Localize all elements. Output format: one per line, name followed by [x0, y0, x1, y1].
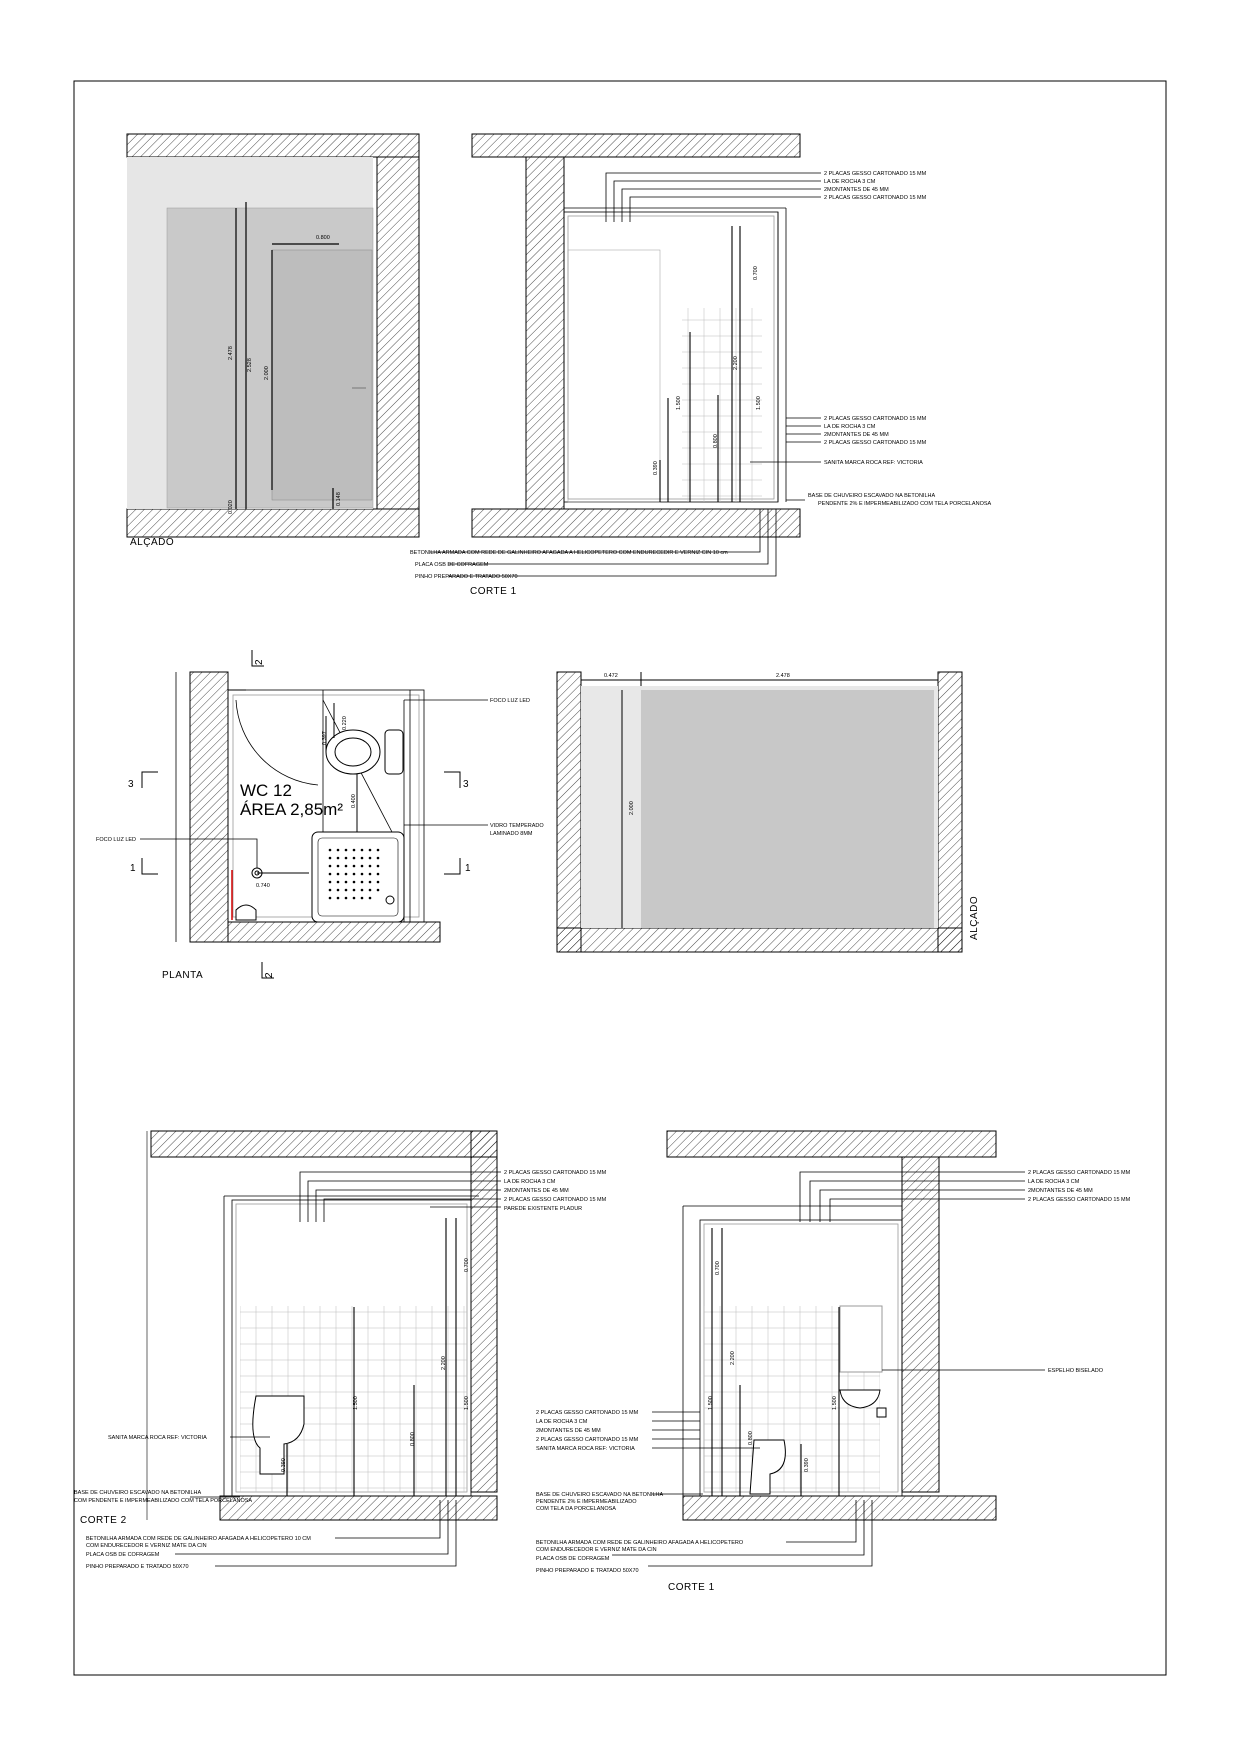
note-led-top: FOCO LUZ LED: [490, 698, 531, 704]
toilet-seat: [335, 738, 371, 766]
note-gesso-2: 2 PLACAS GESSO CARTONADO 15 MM: [504, 1197, 607, 1203]
ceiling-slab: [667, 1131, 996, 1157]
note-left-gesso-2: 2 PLACAS GESSO CARTONADO 15 MM: [536, 1437, 639, 1443]
section-mark-1-right: 1: [465, 863, 472, 874]
dim-2200: 2.200: [730, 1351, 736, 1365]
ceiling-slab: [472, 134, 800, 157]
alcado-mid-view: [557, 672, 980, 952]
dim-2200: 2.200: [441, 1356, 447, 1370]
note-floor-1: BETONILHA ARMADA COM REDE DE GALINHEIRO AFAGADA A HELICOPETERO: [536, 1540, 744, 1546]
dim-1500-b: 1.500: [464, 1396, 470, 1410]
corte2-title: CORTE 2: [80, 1515, 127, 1526]
note-shower-1: BASE DE CHUVEIRO ESCAVADO NA BETONILHA: [74, 1490, 202, 1496]
note-montantes: 2MONTANTES DE 45 MM: [504, 1188, 569, 1194]
dim-1500-b: 1.500: [832, 1396, 838, 1410]
dim-0700: 0.700: [464, 1258, 470, 1272]
note-gesso-2: 2 PLACAS GESSO CARTONADO 15 MM: [824, 195, 927, 201]
room-area: ÁREA 2,85m²: [240, 800, 343, 819]
note-floor-1b: COM ENDURECEDOR E VERNIZ MATE DA CIN: [536, 1547, 657, 1553]
room-name: WC 12: [240, 781, 292, 800]
door-outline: [568, 250, 660, 502]
note-la-rocha: LA DE ROCHA 3 CM: [824, 179, 876, 185]
dim-0800: 0.800: [713, 434, 719, 448]
mirror-icon: [840, 1306, 882, 1372]
dim-0400: 0.400: [351, 794, 357, 808]
section-mark-3-left: 3: [128, 779, 135, 790]
floor-slab: [557, 928, 962, 952]
note-left-gesso-1: 2 PLACAS GESSO CARTONADO 15 MM: [536, 1410, 639, 1416]
note-floor-2: PLACA OSB DE COFRAGEM: [86, 1552, 160, 1558]
dim-1500-a: 1.500: [708, 1396, 714, 1410]
note-led-left: FOCO LUZ LED: [96, 837, 137, 843]
dim-0020: 0.020: [228, 500, 234, 514]
dim-0220: 0.220: [342, 716, 348, 730]
alcado-top-view: [127, 134, 419, 548]
floor-slab: [472, 509, 800, 537]
note-gesso-3: 2 PLACAS GESSO CARTONADO 15 MM: [824, 416, 927, 422]
right-wall: [377, 157, 419, 509]
note-floor-2: PLACA OSB DE COFRAGEM: [536, 1556, 610, 1562]
dim-0390: 0.390: [281, 1458, 287, 1472]
dim-0700: 0.700: [715, 1261, 721, 1275]
ceiling-slab: [151, 1131, 497, 1157]
note-floor-3: PINHO PREPARADO E TRATADO 50X70: [415, 574, 518, 580]
dim-2000: 2.000: [629, 801, 635, 815]
note-sanita: SANITA MARCA ROCA REF: VICTORIA: [108, 1435, 207, 1441]
outlet-icon: [877, 1408, 886, 1417]
note-left-montantes: 2MONTANTES DE 45 MM: [536, 1428, 601, 1434]
section-mark-2-bottom: 2: [264, 971, 275, 978]
note-shower-2: PENDENTE 2% E IMPERMEABILIZADO: [536, 1499, 637, 1505]
note-la-rocha: LA DE ROCHA 3 CM: [504, 1179, 556, 1185]
note-gesso-1: 2 PLACAS GESSO CARTONADO 15 MM: [504, 1170, 607, 1176]
dim-2528: 2.528: [247, 358, 253, 372]
dim-0397: 0.397: [322, 731, 328, 745]
section-mark-3-right: 3: [463, 779, 470, 790]
note-shower-1: BASE DE CHUVEIRO ESCAVADO NA BETONILHA: [536, 1492, 664, 1498]
dim-2200: 2.200: [733, 356, 739, 370]
bottom-wall: [228, 922, 440, 942]
corte1-top-title: CORTE 1: [470, 586, 517, 597]
corte2-view: [74, 1131, 607, 1570]
planta-view: [96, 650, 544, 981]
note-shower-2: PENDENTE 2% E IMPERMEABILIZADO COM TELA PORCELANOSA: [818, 501, 992, 507]
toilet-tank: [385, 730, 403, 774]
note-sanita: SANITA MARCA ROCA REF: VICTORIA: [824, 460, 923, 466]
note-shower-3: COM TELA DA PORCELANOSA: [536, 1506, 616, 1512]
dim-2478: 2.478: [776, 673, 790, 679]
corte1-top-view: [410, 134, 992, 597]
note-left-sanita: SANITA MARCA ROCA REF: VICTORIA: [536, 1446, 635, 1452]
note-montantes: 2MONTANTES DE 45 MM: [824, 187, 889, 193]
note-glass-1: VIDRO TEMPERADO: [490, 823, 544, 829]
note-floor-2: PLACA OSB DE COFRAGEM: [415, 562, 489, 568]
tile-area: [682, 308, 762, 502]
dim-2000: 2.000: [264, 366, 270, 380]
note-gesso-1: 2 PLACAS GESSO CARTONADO 15 MM: [824, 171, 927, 177]
right-wall: [902, 1157, 939, 1492]
dim-2478: 2.478: [228, 346, 234, 360]
dim-0472: 0.472: [604, 673, 618, 679]
shower-glass-panel: [641, 690, 934, 928]
dim-1500-a: 1.500: [676, 396, 682, 410]
note-parede: PAREDE EXISTENTE PLADUR: [504, 1206, 583, 1212]
note-floor-1: BETONILHA ARMADA COM REDE DE GALINHEIRO AFAGADA A HELICOPETERO COM ENDURECEDIR E VERNIZ CIN 10 cm: [410, 550, 728, 556]
section-mark-1-left: 1: [130, 863, 137, 874]
planta-title: PLANTA: [162, 970, 204, 981]
right-wall: [938, 672, 962, 952]
note-left-la-rocha: LA DE ROCHA 3 CM: [536, 1419, 588, 1425]
floor-slab: [220, 1496, 497, 1520]
note-floor-3: PINHO PREPARADO E TRATADO 50X70: [86, 1564, 189, 1570]
left-wall: [557, 672, 581, 952]
section-mark-2-top: 2: [254, 658, 265, 665]
alcado-mid-title: ALÇADO: [969, 895, 980, 940]
dim-0800: 0.800: [748, 1431, 754, 1445]
note-espelho: ESPELHO BISELADO: [1048, 1368, 1104, 1374]
dim-0390: 0.390: [653, 461, 659, 475]
right-wall: [471, 1131, 497, 1492]
note-montantes: 2MONTANTES DE 45 MM: [1028, 1188, 1093, 1194]
dim-0148: 0.148: [336, 492, 342, 506]
corte1-bottom-title: CORTE 1: [668, 1582, 715, 1593]
floor-slab: [683, 1496, 996, 1520]
note-shower-2: COM PENDENTE E IMPERMEABILIZADO COM TELA PORCELANOSA: [74, 1498, 253, 1504]
note-montantes-2: 2MONTANTES DE 45 MM: [824, 432, 889, 438]
dim-1500-a: 1.500: [353, 1396, 359, 1410]
ceiling-slab: [127, 134, 419, 157]
note-shower-1: BASE DE CHUVEIRO ESCAVADO NA BETONILHA: [808, 493, 936, 499]
shower-drain: [386, 896, 394, 904]
note-gesso-1: 2 PLACAS GESSO CARTONADO 15 MM: [1028, 1170, 1131, 1176]
dim-0800: 0.800: [410, 1432, 416, 1446]
left-wall: [526, 157, 564, 509]
corte1-bottom-view: [536, 1131, 1131, 1593]
note-la-rocha: LA DE ROCHA 3 CM: [1028, 1179, 1080, 1185]
dim-0740: 0.740: [256, 883, 270, 889]
dim-0700: 0.700: [753, 266, 759, 280]
note-gesso-4: 2 PLACAS GESSO CARTONADO 15 MM: [824, 440, 927, 446]
left-wall: [190, 672, 228, 942]
dim-1500-b: 1.500: [756, 396, 762, 410]
floor-slab: [127, 509, 419, 537]
note-floor-1b: COM ENDURECEDOR E VERNIZ MATE DA CIN: [86, 1543, 207, 1549]
sink-icon: [236, 905, 256, 920]
note-floor-3: PINHO PREPARADO E TRATADO 50X70: [536, 1568, 639, 1574]
door-panel: [272, 250, 372, 500]
shower-tray: [312, 832, 404, 922]
note-glass-2: LAMINADO 8MM: [490, 831, 533, 837]
alcado-top-title: ALÇADO: [130, 537, 175, 548]
dim-0390: 0.390: [804, 1458, 810, 1472]
dim-0800: 0.800: [316, 235, 330, 241]
note-gesso-2: 2 PLACAS GESSO CARTONADO 15 MM: [1028, 1197, 1131, 1203]
note-floor-1: BETONILHA ARMADA COM REDE DE GALINHEIRO AFAGADA A HELICOPETERO 10 CM: [86, 1536, 311, 1542]
note-la-rocha-2: LA DE ROCHA 3 CM: [824, 424, 876, 430]
